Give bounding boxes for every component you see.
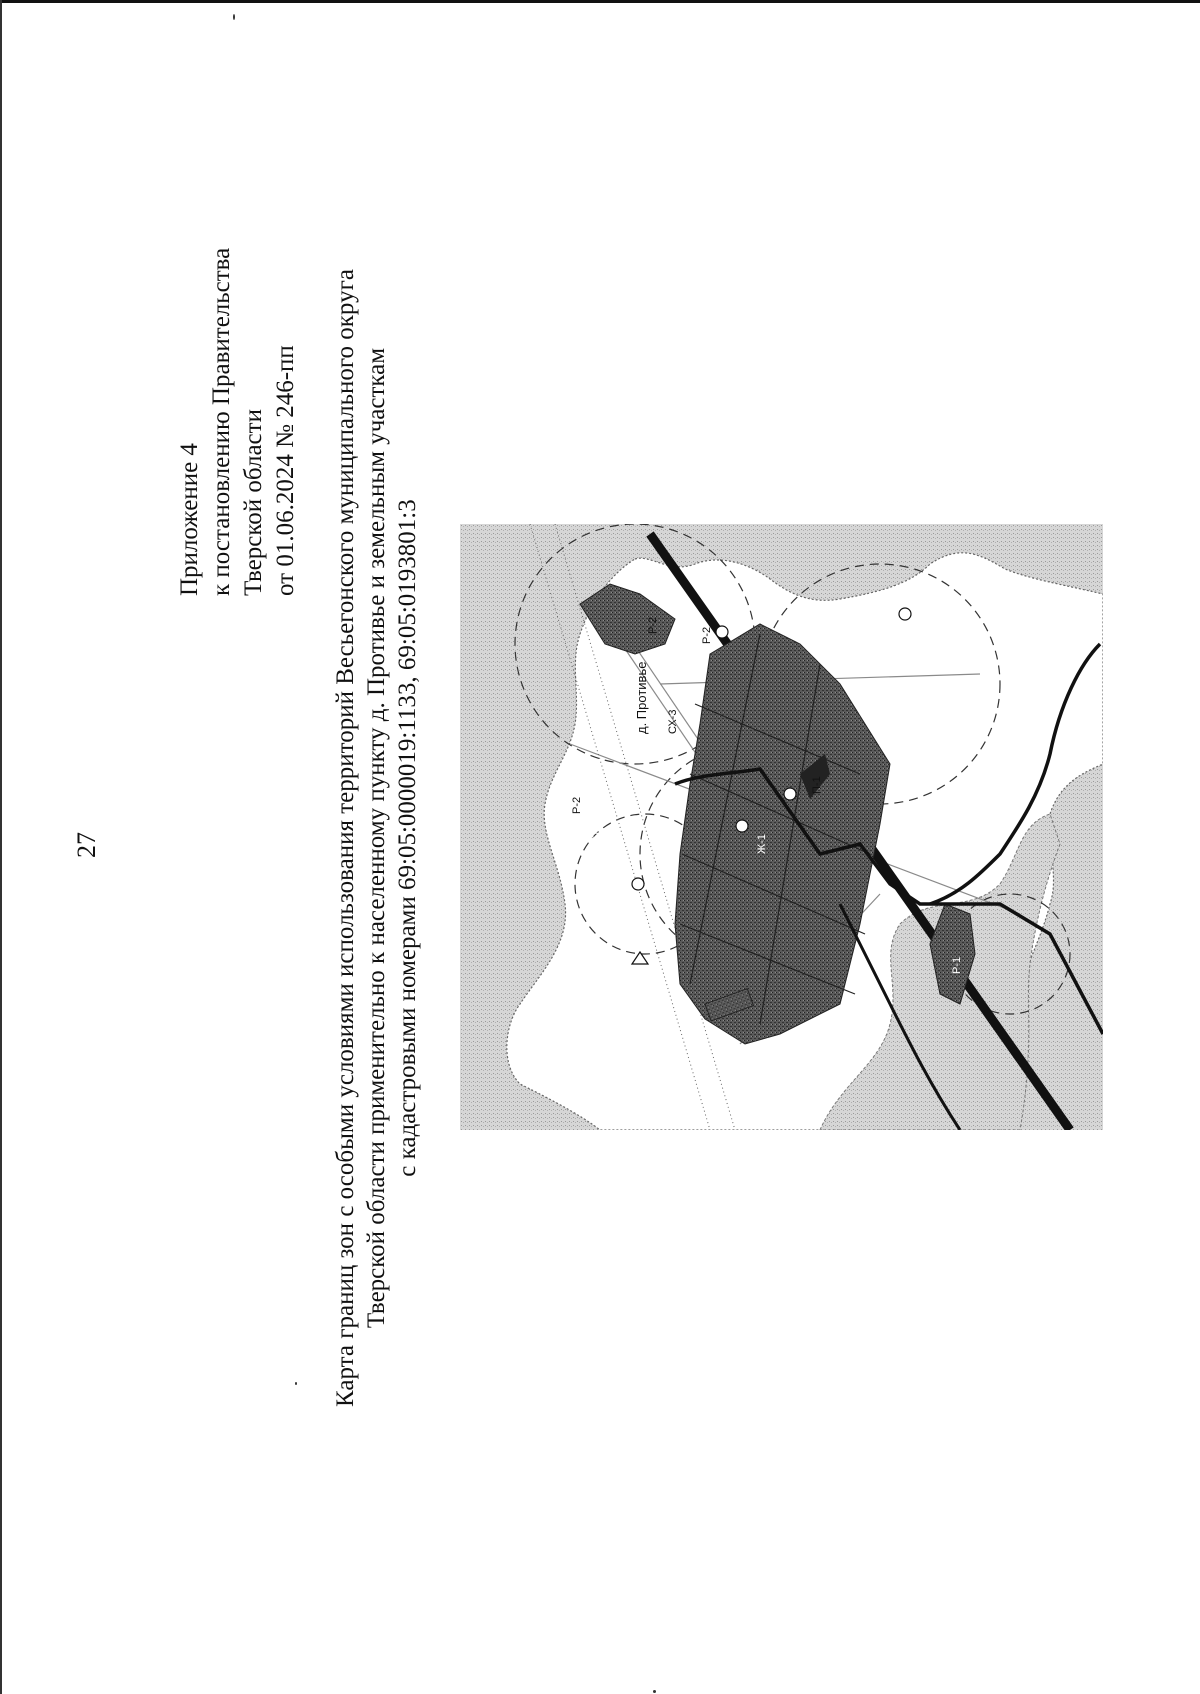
zone-label: Р-2 [647,616,659,634]
map-title-line: Тверской области применительно к населенному пункту д. Противье и земельным участкам [363,347,390,1329]
map-title-line: Карта границ зон с особыми условиями использования территорий Весьегонского муниципального округа [332,269,359,1407]
attachment-header-line: к постановлению Правительства [208,247,235,596]
zone-label: Ж-1 [756,834,768,854]
zone-map [460,524,1103,1130]
map-road-label: Весьегонск – Противье [591,790,603,909]
attachment-header-line: от 01.06.2024 № 246-пп [272,345,299,596]
zone-label: Р-1 [951,956,963,974]
scan-speck [295,1382,297,1385]
attachment-header [174,248,302,596]
scan-left-edge [0,0,2,1694]
map-title [330,178,423,1498]
scan-speck [233,14,235,20]
scan-top-edge [0,0,1200,3]
scan-speck [653,1690,656,1693]
zone-label: П-1 [811,776,823,794]
zone-label: Р-2 [701,626,713,644]
attachment-header-line: Приложение 4 [176,443,203,596]
zone-label: СХ-3 [667,709,679,734]
zone-label: Р-2 [571,796,583,814]
map-title-line: с кадастровыми номерами 69:05:0000019:1133, 69:05:0193801:3 [394,499,421,1177]
settlement-label: д. Противье [634,661,649,734]
attachment-header-line: Тверской области [240,409,267,596]
zone-map-drawing [460,524,1103,1130]
page-number: 27 [72,832,101,858]
zone-label: Ж-1 [611,654,623,674]
